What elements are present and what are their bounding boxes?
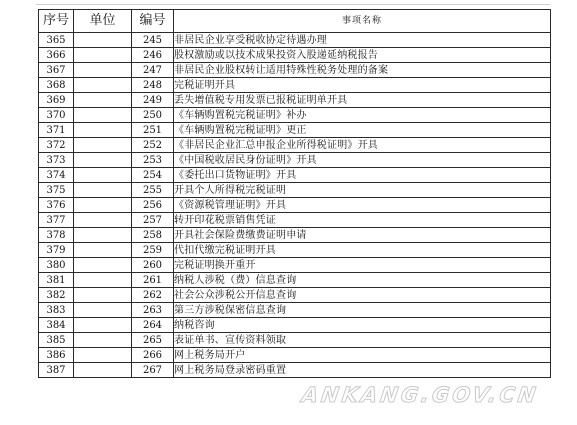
- row-name-cell: 非居民企业享受税收协定待遇办理: [174, 33, 551, 48]
- row-name-cell: 《中国税收居民身份证明》开具: [174, 153, 551, 168]
- row-num-cell: 267: [132, 363, 174, 378]
- table-row: [39, 108, 551, 123]
- table-row: [39, 288, 551, 303]
- row-name-cell: 网上税务局开户: [174, 348, 551, 363]
- row-unit-cell: [74, 288, 132, 303]
- row-num-cell: 260: [132, 258, 174, 273]
- row-unit-cell: [74, 303, 132, 318]
- row-unit-cell: [74, 168, 132, 183]
- table-row: [39, 213, 551, 228]
- table-row: [39, 183, 551, 198]
- row-num-cell: 258: [132, 228, 174, 243]
- row-seq-cell: 379: [39, 243, 74, 258]
- row-num-cell: 247: [132, 63, 174, 78]
- row-num-cell: 248: [132, 78, 174, 93]
- row-seq-cell: 385: [39, 333, 74, 348]
- table-header: [39, 10, 551, 33]
- row-seq-cell: 375: [39, 183, 74, 198]
- row-num-cell: 256: [132, 198, 174, 213]
- row-seq-cell: 382: [39, 288, 74, 303]
- row-name-cell: 《委托出口货物证明》开具: [174, 168, 551, 183]
- row-seq-cell: 373: [39, 153, 74, 168]
- row-seq-cell: 371: [39, 123, 74, 138]
- row-num-cell: 265: [132, 333, 174, 348]
- watermark: ANKANG.GOV.CN: [300, 383, 541, 407]
- row-num-cell: 264: [132, 318, 174, 333]
- row-num-cell: 255: [132, 183, 174, 198]
- row-seq-cell: 378: [39, 228, 74, 243]
- row-unit-cell: [74, 48, 132, 63]
- row-unit-cell: [74, 183, 132, 198]
- row-name-cell: 表证单书、宣传资料领取: [174, 333, 551, 348]
- table-row: [39, 258, 551, 273]
- row-unit-cell: [74, 63, 132, 78]
- row-unit-cell: [74, 318, 132, 333]
- table-row: [39, 138, 551, 153]
- table-row: [39, 93, 551, 108]
- row-unit-cell: [74, 363, 132, 378]
- row-num-cell: 257: [132, 213, 174, 228]
- row-name-cell: 开具社会保险费缴费证明申请: [174, 228, 551, 243]
- row-unit-cell: [74, 258, 132, 273]
- table-row: [39, 198, 551, 213]
- row-num-cell: 252: [132, 138, 174, 153]
- row-num-cell: 254: [132, 168, 174, 183]
- table-row: [39, 333, 551, 348]
- row-num-cell: 250: [132, 108, 174, 123]
- row-num-cell: 245: [132, 33, 174, 48]
- row-num-cell: 261: [132, 273, 174, 288]
- table-row: [39, 303, 551, 318]
- row-name-cell: 丢失增值税专用发票已报税证明单开具: [174, 93, 551, 108]
- row-unit-cell: [74, 153, 132, 168]
- row-name-cell: 网上税务局登录密码重置: [174, 363, 551, 378]
- row-seq-cell: 368: [39, 78, 74, 93]
- header-row: [39, 10, 551, 33]
- row-seq-cell: 376: [39, 198, 74, 213]
- row-name-cell: 纳税人涉税（费）信息查询: [174, 273, 551, 288]
- table-row: [39, 123, 551, 138]
- table-row: [39, 348, 551, 363]
- row-unit-cell: [74, 33, 132, 48]
- table-body: [39, 33, 551, 378]
- row-unit-cell: [74, 273, 132, 288]
- table-row: [39, 273, 551, 288]
- table-row: [39, 168, 551, 183]
- row-seq-cell: 367: [39, 63, 74, 78]
- header-seq: 序号: [39, 10, 74, 33]
- header-name: 事项名称: [174, 10, 551, 33]
- row-name-cell: 完税证明换开重开: [174, 258, 551, 273]
- row-unit-cell: [74, 93, 132, 108]
- row-seq-cell: 369: [39, 93, 74, 108]
- row-seq-cell: 384: [39, 318, 74, 333]
- row-seq-cell: 370: [39, 108, 74, 123]
- row-unit-cell: [74, 213, 132, 228]
- header-num: 编号: [132, 10, 174, 33]
- row-seq-cell: 387: [39, 363, 74, 378]
- row-num-cell: 259: [132, 243, 174, 258]
- row-seq-cell: 386: [39, 348, 74, 363]
- row-unit-cell: [74, 78, 132, 93]
- row-unit-cell: [74, 138, 132, 153]
- row-num-cell: 262: [132, 288, 174, 303]
- row-num-cell: 249: [132, 93, 174, 108]
- table-row: [39, 243, 551, 258]
- row-num-cell: 253: [132, 153, 174, 168]
- row-name-cell: 《车辆购置税完税证明》补办: [174, 108, 551, 123]
- row-name-cell: 转开印花税票销售凭证: [174, 213, 551, 228]
- table-row: [39, 63, 551, 78]
- table-row: [39, 33, 551, 48]
- row-num-cell: 251: [132, 123, 174, 138]
- row-name-cell: 纳税咨询: [174, 318, 551, 333]
- row-name-cell: 代扣代缴完税证明开具: [174, 243, 551, 258]
- row-num-cell: 266: [132, 348, 174, 363]
- row-seq-cell: 366: [39, 48, 74, 63]
- top-divider: [36, 0, 550, 5]
- row-unit-cell: [74, 108, 132, 123]
- row-seq-cell: 365: [39, 33, 74, 48]
- table-row: [39, 48, 551, 63]
- table-row: [39, 363, 551, 378]
- table-row: [39, 153, 551, 168]
- row-seq-cell: 377: [39, 213, 74, 228]
- row-seq-cell: 374: [39, 168, 74, 183]
- items-table: [38, 9, 551, 378]
- row-name-cell: 开具个人所得税完税证明: [174, 183, 551, 198]
- row-name-cell: 股权激励或以技术成果投资入股递延纳税报告: [174, 48, 551, 63]
- row-name-cell: 《资源税管理证明》开具: [174, 198, 551, 213]
- row-seq-cell: 381: [39, 273, 74, 288]
- row-name-cell: 完税证明开具: [174, 78, 551, 93]
- row-num-cell: 263: [132, 303, 174, 318]
- row-name-cell: 《非居民企业汇总申报企业所得税证明》开具: [174, 138, 551, 153]
- row-unit-cell: [74, 198, 132, 213]
- row-name-cell: 非居民企业股权转让适用特殊性税务处理的备案: [174, 63, 551, 78]
- row-seq-cell: 380: [39, 258, 74, 273]
- row-unit-cell: [74, 348, 132, 363]
- row-num-cell: 246: [132, 48, 174, 63]
- row-unit-cell: [74, 243, 132, 258]
- row-unit-cell: [74, 333, 132, 348]
- table-row: [39, 228, 551, 243]
- row-name-cell: 社会公众涉税公开信息查询: [174, 288, 551, 303]
- row-seq-cell: 372: [39, 138, 74, 153]
- table-row: [39, 78, 551, 93]
- row-name-cell: 第三方涉税保密信息查询: [174, 303, 551, 318]
- header-unit: 单位: [74, 10, 132, 33]
- row-unit-cell: [74, 123, 132, 138]
- row-unit-cell: [74, 228, 132, 243]
- row-name-cell: 《车辆购置税完税证明》更正: [174, 123, 551, 138]
- row-seq-cell: 383: [39, 303, 74, 318]
- table-row: [39, 318, 551, 333]
